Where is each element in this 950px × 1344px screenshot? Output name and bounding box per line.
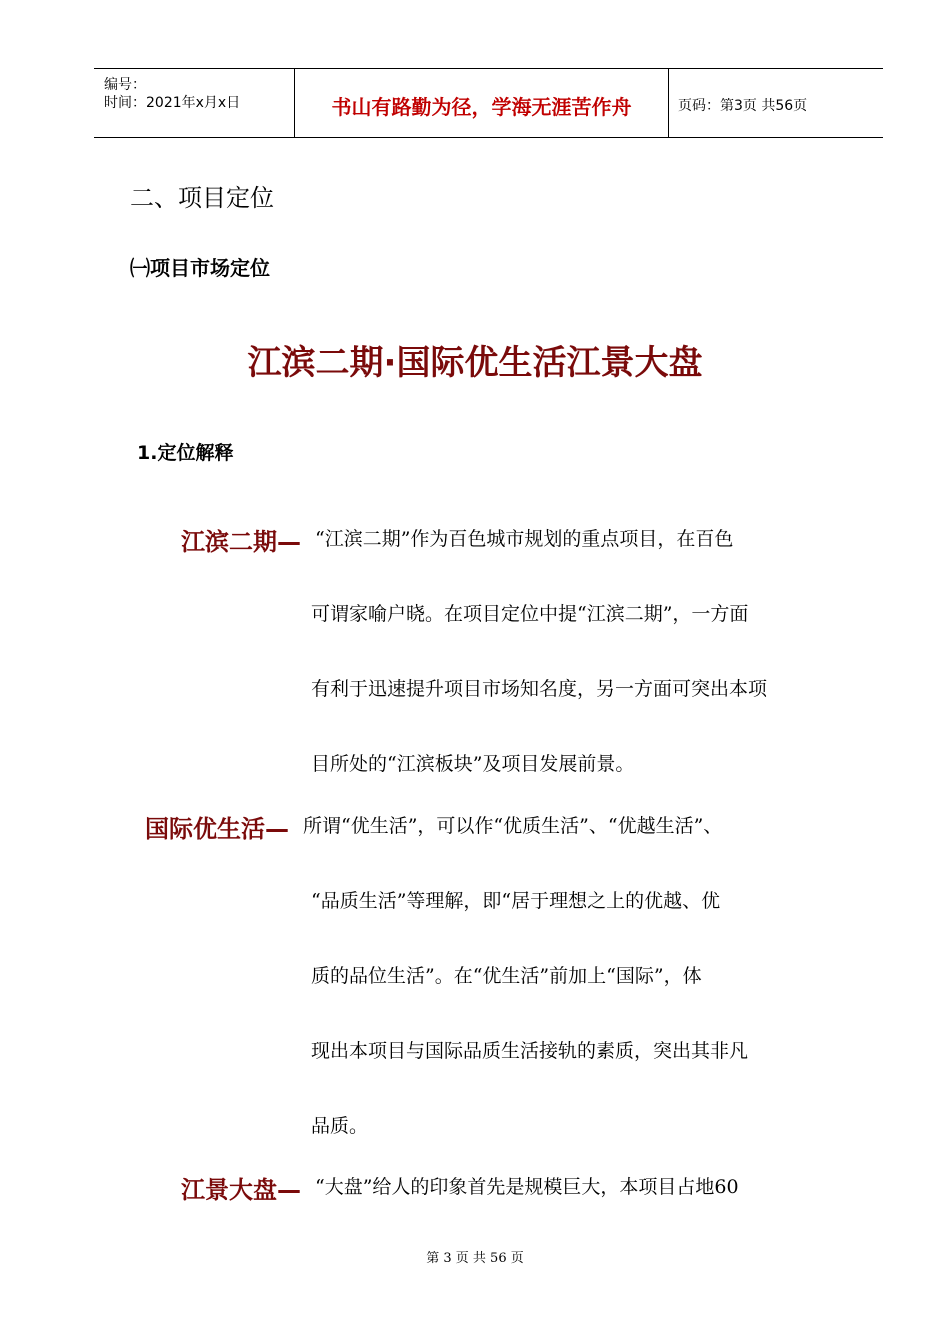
page-footer: 第 3 页 共 56 页 [426, 1251, 524, 1266]
positioning-headline: 江滨二期·国际优生活江景大盘 [247, 343, 703, 383]
term-international-life: 国际优生活— [145, 815, 289, 843]
entry-line: “品质生活”等理解，即“居于理想之上的优越、优 [311, 890, 721, 912]
point-title: 1.定位解释 [137, 442, 234, 464]
entry-line: 目所处的“江滨板块”及项目发展前景。 [311, 753, 635, 775]
header-middle-cell [294, 69, 669, 137]
doc-time-label: 时间：2021年x月x日 [104, 95, 241, 111]
entry-line: 品质。 [311, 1115, 369, 1137]
term-jiangbin-phase2: 江滨二期— [181, 528, 301, 556]
entry-line: 质的品位生活”。在“优生活”前加上“国际”，体 [311, 965, 702, 987]
entry-line: “江滨二期”作为百色城市规划的重点项目，在百色 [315, 528, 734, 550]
header-left-cell [94, 69, 294, 137]
header-motto: 书山有路勤为径，学海无涯苦作舟 [331, 95, 632, 119]
header-right-cell [668, 69, 883, 137]
entry-line: 现出本项目与国际品质生活接轨的素质，突出其非凡 [311, 1040, 749, 1062]
page-header [94, 68, 883, 138]
subsection-title: ㈠项目市场定位 [130, 256, 270, 280]
entry-line: “大盘”给人的印象首先是规模巨大，本项目占地60 [315, 1176, 739, 1198]
entry-line: 可谓家喻户晓。在项目定位中提“江滨二期”，一方面 [311, 603, 749, 625]
doc-code-label: 编号： [104, 77, 146, 93]
entry-line: 所谓“优生活”，可以作“优质生活”、“优越生活”、 [303, 815, 723, 837]
entry-line: 有利于迅速提升项目市场知名度，另一方面可突出本项 [311, 678, 768, 700]
header-page-number: 页码：第3页 共56页 [678, 98, 808, 114]
term-river-view-estate: 江景大盘— [181, 1176, 301, 1204]
section-title: 二、项目定位 [130, 184, 274, 212]
